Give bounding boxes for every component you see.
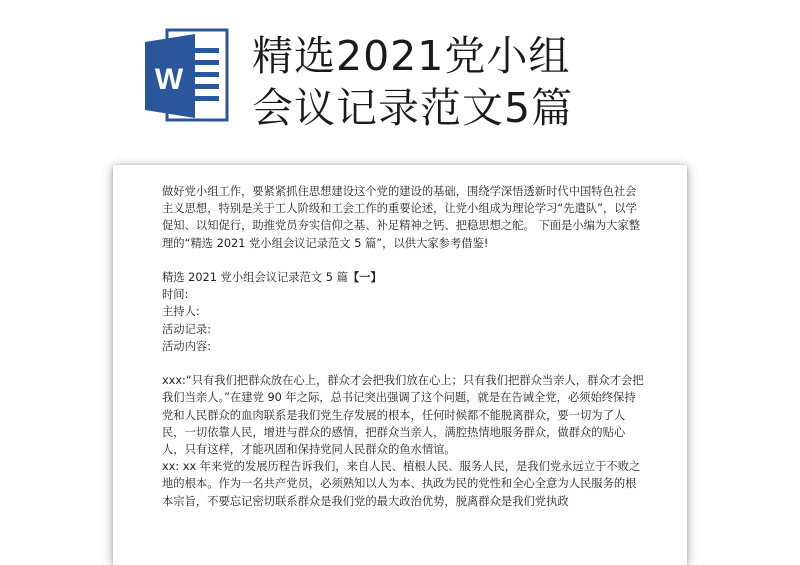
page-title bbox=[252, 30, 772, 134]
document-page bbox=[113, 165, 687, 565]
document-content bbox=[162, 183, 644, 510]
section-marker: 【一】 bbox=[347, 271, 382, 284]
word-document-icon bbox=[145, 28, 229, 124]
title-line-1: 精选2021党小组 bbox=[252, 32, 571, 80]
field-host: 主持人: bbox=[162, 305, 200, 319]
field-time: 时间: bbox=[162, 288, 189, 302]
body-paragraph-1: xxx:“只有我们把群众放在心上，群众才会把我们放在心上；只有我们把群众当亲人，群众才会把我们当亲人。”在建党 90 年之际，总书记突出强调了这个问题，就是在告诫全党，必须始终保持党和人民群众的血肉联系是我们党生存发展的根本，任何时候都不能脱离群众，要一切为了人民，一切依靠人民，增进与群众的感情，把群众当亲人，满腔热情地服务群众，做群众的贴心人，只有这样，才能巩固和保持党同人民群众的鱼水情谊。 bbox=[162, 374, 644, 457]
body-paragraph-2: xx: xx 年来党的发展历程告诉我们，来自人民、植根人民、服务人民，是我们党永远立于不败之地的根本。作为一名共产党员，必须熟知以人为本、执政为民的党性和全心全意为人民服务的根本宗旨，不要忘记密切联系群众是我们党的最大政治优势，脱离群众是我们党执政 bbox=[162, 460, 641, 508]
word-icon-letter: W bbox=[154, 63, 184, 96]
title-line-2: 会议记录范文5篇 bbox=[252, 84, 574, 132]
header bbox=[0, 0, 800, 160]
section-title: 精选 2021 党小组会议记录范文 5 篇 bbox=[162, 271, 348, 284]
section-heading bbox=[162, 269, 644, 286]
intro-paragraph: 做好党小组工作，要紧紧抓住思想建设这个党的建设的基础，围绕学深悟透新时代中国特色社会主义思想，特别是关于工人阶级和工会工作的重要论述，让党小组成为理论学习“先遣队”，以学促知、以知促行，助推党员夯实信仰之基、补足精神之钙、把稳思想之舵。 下面是小编为大家整理的“精选 2021 党小组会议记录范文 5 篇”，以供大家参考借鉴! bbox=[162, 185, 641, 250]
field-record: 活动记录: bbox=[162, 322, 211, 336]
field-content: 活动内容: bbox=[162, 339, 211, 353]
